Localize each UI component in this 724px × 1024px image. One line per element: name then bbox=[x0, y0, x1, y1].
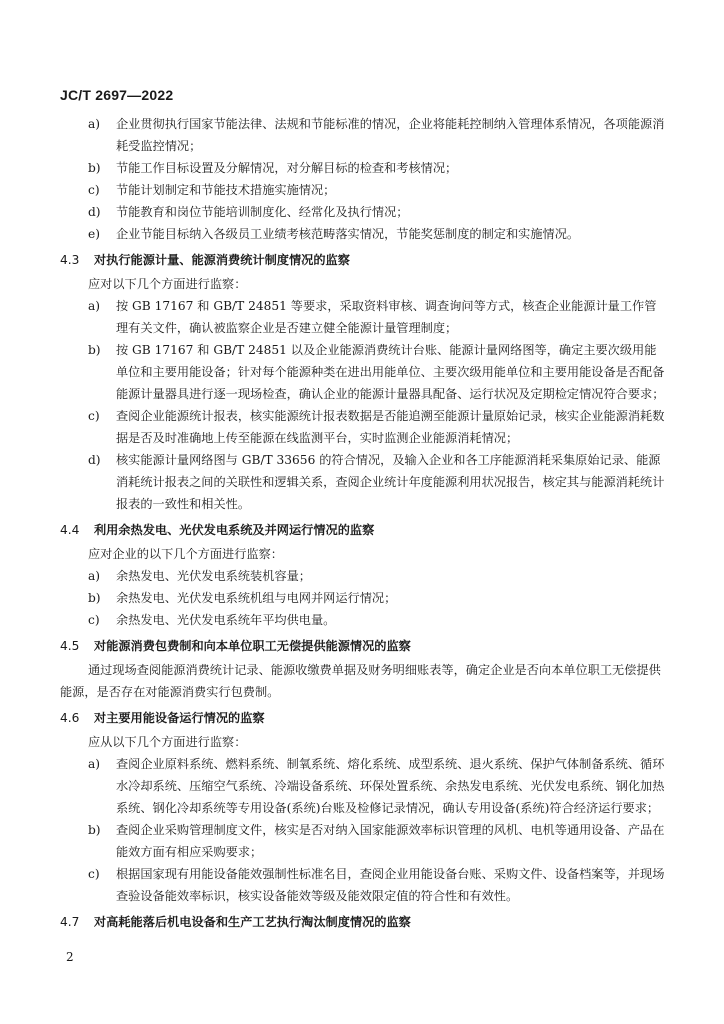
section-title: 对主要用能设备运行情况的监察 bbox=[94, 711, 265, 725]
list-item bbox=[60, 179, 668, 201]
section-number: 4.3 bbox=[60, 253, 80, 267]
item-marker: d) bbox=[88, 205, 101, 219]
section-number: 4.5 bbox=[60, 639, 80, 653]
list-item bbox=[60, 819, 668, 863]
section-title: 对能源消费包费制和向本单位职工无偿提供能源情况的监察 bbox=[94, 639, 411, 653]
item-marker: d) bbox=[88, 453, 101, 467]
item-marker: a) bbox=[88, 117, 101, 131]
list-item bbox=[60, 753, 668, 819]
section-heading-4-4 bbox=[60, 519, 668, 541]
item-marker: e) bbox=[88, 227, 100, 241]
section-number: 4.4 bbox=[60, 523, 80, 537]
section-intro: 应对以下几个方面进行监察： bbox=[88, 277, 247, 291]
item-text: 企业贯彻执行国家节能法律、法规和节能标准的情况，企业将能耗控制纳入管理体系情况，各项能源消耗受监控情况； bbox=[116, 117, 665, 153]
item-text: 余热发电、光伏发电系统机组与电网并网运行情况； bbox=[116, 591, 397, 605]
item-marker: a) bbox=[88, 757, 101, 771]
item-text: 核实能源计量网络图与 GB/T 33656 的符合情况，及输入企业和各工序能源消耗采集原始记录、能源消耗统计报表之间的关联性和逻辑关系，查阅企业统计年度能源利用状况报告，核定其与能源消耗统计报表的一致性和相关性。 bbox=[116, 453, 665, 511]
list-item bbox=[60, 587, 668, 609]
item-marker: c) bbox=[88, 867, 100, 881]
list-item bbox=[60, 295, 668, 339]
item-marker: c) bbox=[88, 613, 100, 627]
item-marker: b) bbox=[88, 823, 101, 837]
page-number: 2 bbox=[66, 950, 74, 964]
item-marker: a) bbox=[88, 299, 101, 313]
list-item bbox=[60, 565, 668, 587]
section-number: 4.7 bbox=[60, 915, 80, 929]
list-item bbox=[60, 863, 668, 907]
item-text: 查阅企业采购管理制度文件，核实是否对纳入国家能源效率标识管理的风机、电机等通用设备、产品在能效方面有相应采购要求； bbox=[116, 823, 665, 859]
item-text: 节能计划制定和节能技术措施实施情况； bbox=[116, 183, 336, 197]
list-item bbox=[60, 113, 668, 157]
item-marker: c) bbox=[88, 409, 100, 423]
list-item bbox=[60, 449, 668, 515]
item-marker: b) bbox=[88, 591, 101, 605]
section-heading-4-3 bbox=[60, 249, 668, 271]
section-heading-4-7 bbox=[60, 911, 668, 933]
page-content bbox=[60, 113, 668, 935]
section-title: 对高耗能落后机电设备和生产工艺执行淘汰制度情况的监察 bbox=[94, 915, 411, 929]
section-heading-4-5 bbox=[60, 635, 668, 657]
item-text: 查阅企业原料系统、燃料系统、制氧系统、熔化系统、成型系统、退火系统、保护气体制备系统、循环水冷却系统、压缩空气系统、冷端设备系统、环保处置系统、余热发电系统、光伏发电系统、钢化加热系统、钢化冷却系统等专用设备(系统)台账及检修记录情况，确认专用设备(系统)符合经济运行要求； bbox=[116, 757, 665, 815]
section-number: 4.6 bbox=[60, 711, 80, 725]
section-intro: 应从以下几个方面进行监察： bbox=[88, 735, 247, 749]
item-marker: b) bbox=[88, 343, 101, 357]
item-text: 查阅企业能源统计报表，核实能源统计报表数据是否能追溯至能源计量原始记录，核实企业能源消耗数据是否及时准确地上传至能源在线监测平台，实时监测企业能源消耗情况； bbox=[116, 409, 665, 445]
item-marker: c) bbox=[88, 183, 100, 197]
item-text: 节能工作目标设置及分解情况，对分解目标的检查和考核情况； bbox=[116, 161, 458, 175]
list-item bbox=[60, 339, 668, 405]
section-title: 对执行能源计量、能源消费统计制度情况的监察 bbox=[94, 253, 350, 267]
section-title: 利用余热发电、光伏发电系统及并网运行情况的监察 bbox=[94, 523, 375, 537]
item-text: 按 GB 17167 和 GB/T 24851 等要求，采取资料审核、调查询问等方式，核查企业能源计量工作管理有关文件，确认被监察企业是否建立健全能源计量管理制度； bbox=[116, 299, 657, 335]
list-item bbox=[60, 609, 668, 631]
section-paragraph: 通过现场查阅能源消费统计记录、能源收缴费单据及财务明细账表等，确定企业是否向本单位职工无偿提供能源，是否存在对能源消费实行包费制。 bbox=[60, 663, 661, 699]
item-text: 按 GB 17167 和 GB/T 24851 以及企业能源消费统计台账、能源计量网络图等，确定主要次级用能单位和主要用能设备；针对每个能源种类在进出用能单位、主要次级用能单位和主要用能设备是否配备能源计量器具进行逐一现场检查，确认企业的能源计量器具配备、运行状况及定期检定情况符合要求； bbox=[116, 343, 665, 401]
section-intro: 应对企业的以下几个方面进行监察： bbox=[88, 547, 283, 561]
item-text: 企业节能目标纳入各级员工业绩考核范畴落实情况，节能奖惩制度的制定和实施情况。 bbox=[116, 227, 580, 241]
list-item bbox=[60, 223, 668, 245]
item-text: 根据国家现有用能设备能效强制性标准名目，查阅企业用能设备台账、采购文件、设备档案等，并现场查验设备能效率标识，核实设备能效等级及能效限定值的符合性和有效性。 bbox=[116, 867, 665, 903]
list-item bbox=[60, 405, 668, 449]
list-item bbox=[60, 201, 668, 223]
item-text: 余热发电、光伏发电系统年平均供电量。 bbox=[116, 613, 336, 627]
item-text: 余热发电、光伏发电系统装机容量； bbox=[116, 569, 311, 583]
item-marker: b) bbox=[88, 161, 101, 175]
document-code: JC/T 2697—2022 bbox=[60, 87, 174, 103]
list-top bbox=[60, 113, 668, 245]
item-marker: a) bbox=[88, 569, 101, 583]
item-text: 节能教育和岗位节能培训制度化、经常化及执行情况； bbox=[116, 205, 409, 219]
list-item bbox=[60, 157, 668, 179]
section-heading-4-6 bbox=[60, 707, 668, 729]
